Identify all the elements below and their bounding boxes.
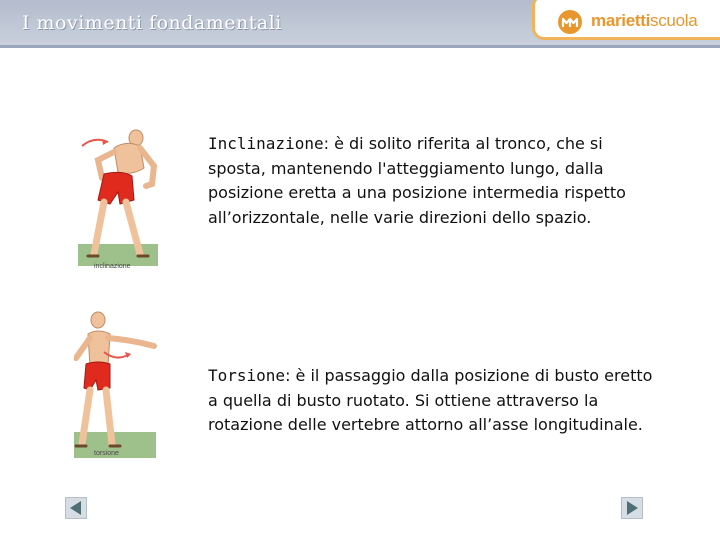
torsion-term: Torsione [208, 366, 286, 385]
torsion-description [208, 364, 658, 438]
publisher-logo [532, 0, 720, 40]
torsion-illustration [74, 308, 162, 460]
previous-slide-button[interactable] [65, 497, 87, 519]
inclination-figure-icon [74, 126, 162, 274]
inclination-term: Inclinazione [208, 134, 324, 153]
logo-wordmark [591, 11, 697, 31]
torsion-figure-icon [74, 308, 162, 460]
page-title: I movimenti fondamentali [22, 12, 282, 34]
triangle-left-icon [66, 498, 86, 518]
inclination-illustration [74, 126, 162, 274]
logo-sub: scuola [650, 11, 698, 30]
inclination-body: : è di solito riferita al tronco, che si sposta, mantenendo l'atteggiamento lungo, dalla posizione eretta a una posizione intermedia rispetto all’orizzontale, nelle varie direzioni dello spazio. [208, 134, 626, 227]
torsion-body: : è il passaggio dalla posizione di busto eretto a quella di busto ruotato. Si ottiene attraverso la rotazione delle vertebre attorno all’asse longitudinale. [208, 366, 653, 434]
header-divider [0, 45, 720, 48]
triangle-right-icon [622, 498, 642, 518]
inclination-caption: inclinazione [94, 263, 131, 270]
inclination-description [208, 132, 658, 230]
torsion-caption: torsione [94, 450, 119, 457]
marietti-logo-icon [557, 9, 583, 35]
next-slide-button[interactable] [621, 497, 643, 519]
logo-brand: marietti [591, 11, 651, 30]
